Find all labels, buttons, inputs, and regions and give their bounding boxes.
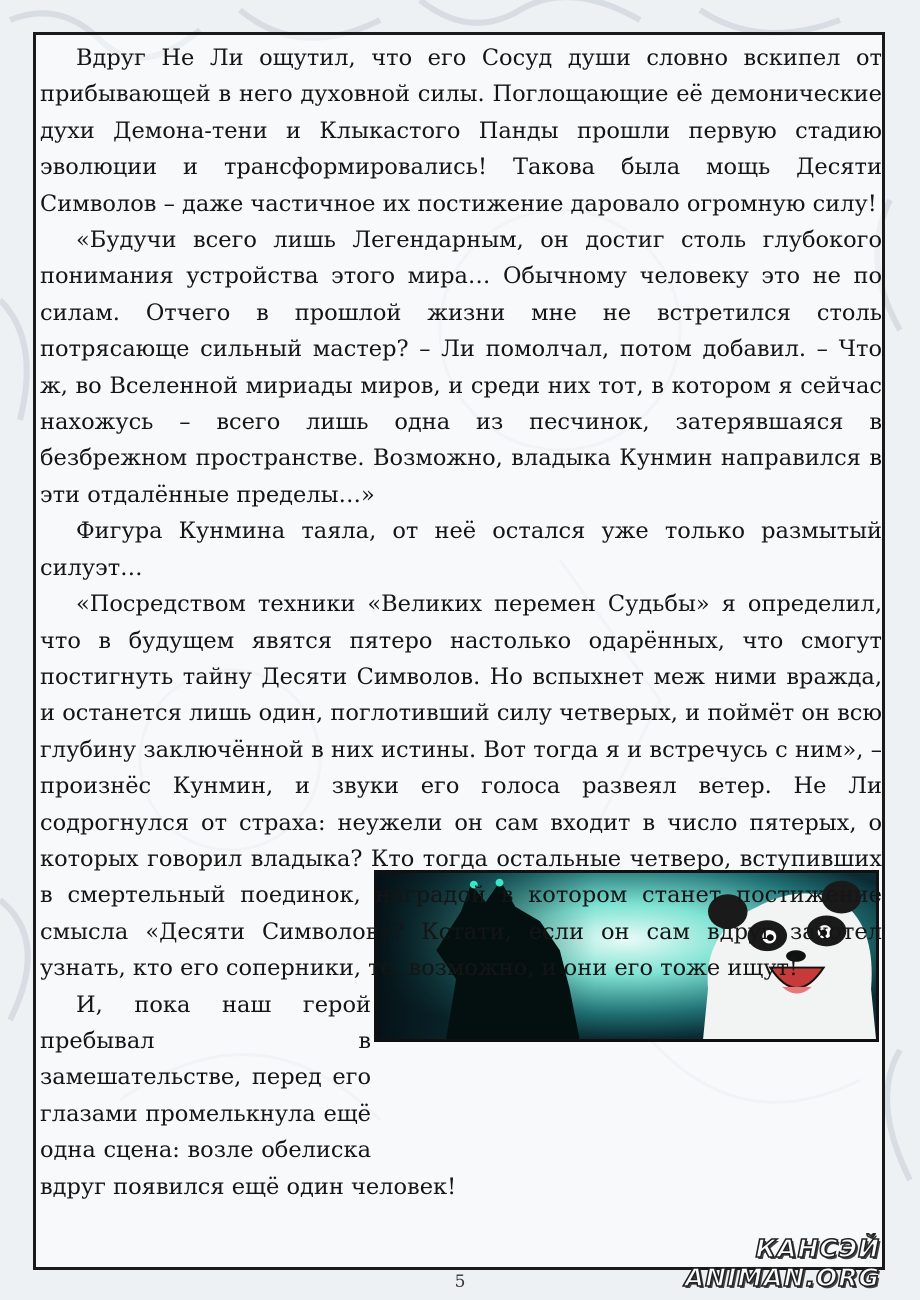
- page-number: 5: [454, 1272, 466, 1292]
- paragraph-2: «Будучи всего лишь Легендарным, он достиг столь глубокого понимания устройства этого мира… Обычному человеку это не по силам. Отчего в прошлой жизни мне не встретился столь потрясающе сильный мастер? – Ли помолчал, потом добавил. – Что ж, во Вселенной мириады миров, и среди них тот, в котором я сейчас нахожусь – всего лишь одна из песчинок, затерявшаяся в безбрежном пространстве. Возможно, владыка Кунмин направился в эти отдалённые пределы…»: [40, 227, 882, 508]
- paragraph-4: «Посредством техники «Великих перемен Судьбы» я определил, что в будущем явятся пятеро настолько одарённых, что смогут постигнуть тайну Десяти Символов. Но вспыхнет меж ними вражда, и останется лишь один, поглотивший силу четверых, и поймёт он всю глубину заключённой в них истины. Вот тогда я и встречусь с ним», – произнёс Кунмин, и звуки его голоса развеял ветер. Не Ли содрогнулся от страха: неужели он сам входит в число пятерых, о которых говорил владыка? Кто тогда остальные четверо, вступивших в смертельный поединок, наградой в котором станет постижение смысла «Десяти Символов»? Кстати, если он сам вдруг захотел узнать, кто его соперники, то, возможно, и они его тоже ищут!: [40, 591, 882, 982]
- paragraph-1: Вдруг Не Ли ощутил, что его Сосуд души словно вскипел от прибывающей в него духовной силы. Поглощающие её демонические духи Демона-тени и Клыкастого Панды прошли первую стадию эволюции и трансформировались! Такова была мощь Десяти Символов – даже частичное их постижение даровало огромную силу!: [40, 45, 882, 217]
- paragraph-3: Фигура Кунмина таяла, от неё остался уже только размытый силуэт…: [40, 518, 882, 581]
- page-text: [40, 40, 882, 1205]
- paragraph-5: И, пока наш герой пребывал в замешательстве, перед его глазами промелькнула ещё одна сцена: возле обелиска вдруг появился ещё один человек!: [40, 991, 457, 1200]
- scanlation-watermark: КАНСЭЙ ANIMAN.ORG: [684, 1234, 880, 1292]
